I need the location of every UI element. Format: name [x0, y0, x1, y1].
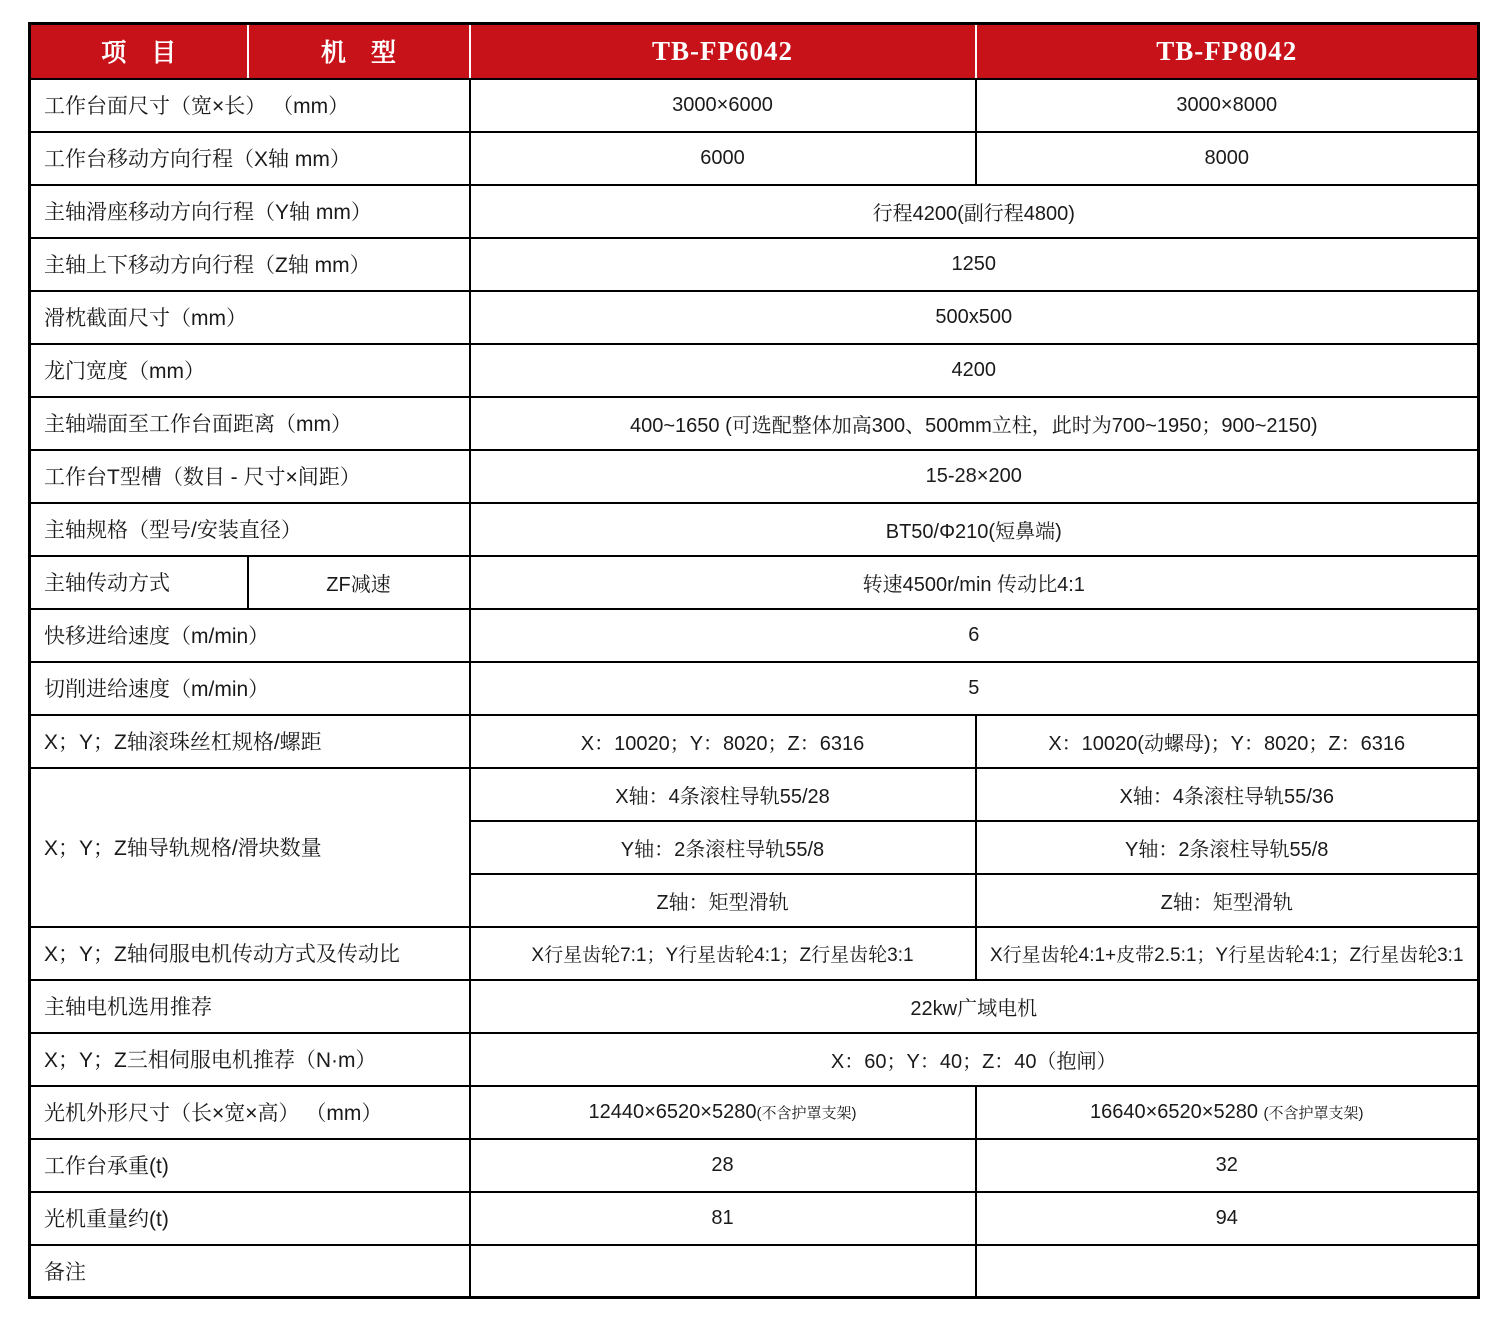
dimension-value: 16640×6520×5280 [1089, 1100, 1264, 1123]
header-row [30, 24, 1479, 79]
value-cell-b: 8000 [976, 132, 1479, 185]
row-label: 主轴电机选用推荐 [30, 980, 470, 1033]
value-cell-span: 行程4200(副行程4800) [470, 185, 1479, 238]
row-label: X；Y；Z轴导轨规格/滑块数量 [30, 768, 470, 927]
spec-table [28, 22, 1480, 1299]
value-cell-a [470, 1245, 976, 1298]
value-cell-b [976, 1086, 1479, 1139]
dimension-note: (不含护罩支架) [756, 1104, 857, 1122]
row-label: 切削进给速度（m/min） [30, 662, 470, 715]
row-label: 工作台T型槽（数目 - 尺寸×间距） [30, 450, 470, 503]
row-cutting-feed [30, 662, 1479, 715]
value-cell-b: Z轴：矩型滑轨 [976, 874, 1479, 927]
value-cell-span: 400~1650 (可选配整体加高300、500mm立柱，此时为700~1950；900~2150) [470, 397, 1479, 450]
value-cell-b: X轴：4条滚柱导轨55/36 [976, 768, 1479, 821]
row-label: X；Y；Z轴伺服电机传动方式及传动比 [30, 927, 470, 980]
row-label: 工作台面尺寸（宽×长） （mm） [30, 79, 470, 132]
value-cell-a: 81 [470, 1192, 976, 1245]
row-label: X；Y；Z三相伺服电机推荐（N·m） [30, 1033, 470, 1086]
value-cell-a: 3000×6000 [470, 79, 976, 132]
row-machine-weight [30, 1192, 1479, 1245]
row-label: 龙门宽度（mm） [30, 344, 470, 397]
row-ballscrew-spec [30, 715, 1479, 768]
value-cell-a: X行星齿轮7:1；Y行星齿轮4:1；Z行星齿轮3:1 [470, 927, 976, 980]
row-label: 滑枕截面尺寸（mm） [30, 291, 470, 344]
row-x-travel [30, 132, 1479, 185]
header-item: 项 目 [30, 24, 248, 79]
row-table-load [30, 1139, 1479, 1192]
sub-label-cell: ZF减速 [248, 556, 470, 609]
row-label: 工作台承重(t) [30, 1139, 470, 1192]
dimension-value: 12440×6520×5280 [588, 1100, 757, 1123]
row-label: 光机外形尺寸（长×宽×高） （mm） [30, 1086, 470, 1139]
value-cell-span: 22kw广域电机 [470, 980, 1479, 1033]
row-spindle-spec [30, 503, 1479, 556]
value-cell-b: X：10020(动螺母)；Y：8020；Z：6316 [976, 715, 1479, 768]
value-cell-a: Z轴：矩型滑轨 [470, 874, 976, 927]
row-rapid-feed [30, 609, 1479, 662]
header-model-a: TB-FP6042 [470, 24, 976, 79]
value-cell-span: 15-28×200 [470, 450, 1479, 503]
row-remarks [30, 1245, 1479, 1298]
value-cell-span: BT50/Φ210(短鼻端) [470, 503, 1479, 556]
row-machine-dimensions [30, 1086, 1479, 1139]
value-cell-b: Y轴：2条滚柱导轨55/8 [976, 821, 1479, 874]
header-model-b: TB-FP8042 [976, 24, 1479, 79]
row-servo-motor-torque [30, 1033, 1479, 1086]
dimension-note: (不含护罩支架) [1263, 1104, 1364, 1122]
value-cell-b: 94 [976, 1192, 1479, 1245]
value-cell-a: X：10020；Y：8020；Z：6316 [470, 715, 976, 768]
value-cell-span: 1250 [470, 238, 1479, 291]
value-cell-b: X行星齿轮4:1+皮带2.5:1；Y行星齿轮4:1；Z行星齿轮3:1 [976, 927, 1479, 980]
value-cell-a: X轴：4条滚柱导轨55/28 [470, 768, 976, 821]
row-label: 主轴滑座移动方向行程（Y轴 mm） [30, 185, 470, 238]
row-label: 光机重量约(t) [30, 1192, 470, 1245]
value-cell-a: 6000 [470, 132, 976, 185]
row-worktable-size [30, 79, 1479, 132]
row-z-travel [30, 238, 1479, 291]
row-ram-section [30, 291, 1479, 344]
row-guideway-x [30, 768, 1479, 821]
value-cell-span: 转速4500r/min 传动比4:1 [470, 556, 1479, 609]
value-cell-b: 32 [976, 1139, 1479, 1192]
value-cell-a: 28 [470, 1139, 976, 1192]
row-label: 主轴传动方式 [30, 556, 248, 609]
header-model: 机 型 [248, 24, 470, 79]
value-cell-a: Y轴：2条滚柱导轨55/8 [470, 821, 976, 874]
row-label: 主轴规格（型号/安装直径） [30, 503, 470, 556]
value-cell-span: 6 [470, 609, 1479, 662]
row-spindle-drive [30, 556, 1479, 609]
value-cell-span: 4200 [470, 344, 1479, 397]
row-gantry-width [30, 344, 1479, 397]
row-servo-transmission [30, 927, 1479, 980]
row-label: 工作台移动方向行程（X轴 mm） [30, 132, 470, 185]
value-cell-b: 3000×8000 [976, 79, 1479, 132]
row-label: 主轴端面至工作台面距离（mm） [30, 397, 470, 450]
row-spindle-to-table [30, 397, 1479, 450]
row-spindle-motor [30, 980, 1479, 1033]
value-cell-a [470, 1086, 976, 1139]
row-label: 快移进给速度（m/min） [30, 609, 470, 662]
row-label: 备注 [30, 1245, 470, 1298]
value-cell-b [976, 1245, 1479, 1298]
row-label: X；Y；Z轴滚珠丝杠规格/螺距 [30, 715, 470, 768]
row-label: 主轴上下移动方向行程（Z轴 mm） [30, 238, 470, 291]
value-cell-span: 500x500 [470, 291, 1479, 344]
row-t-slots [30, 450, 1479, 503]
value-cell-span: 5 [470, 662, 1479, 715]
row-y-travel [30, 185, 1479, 238]
value-cell-span: X：60；Y：40；Z：40（抱闸） [470, 1033, 1479, 1086]
